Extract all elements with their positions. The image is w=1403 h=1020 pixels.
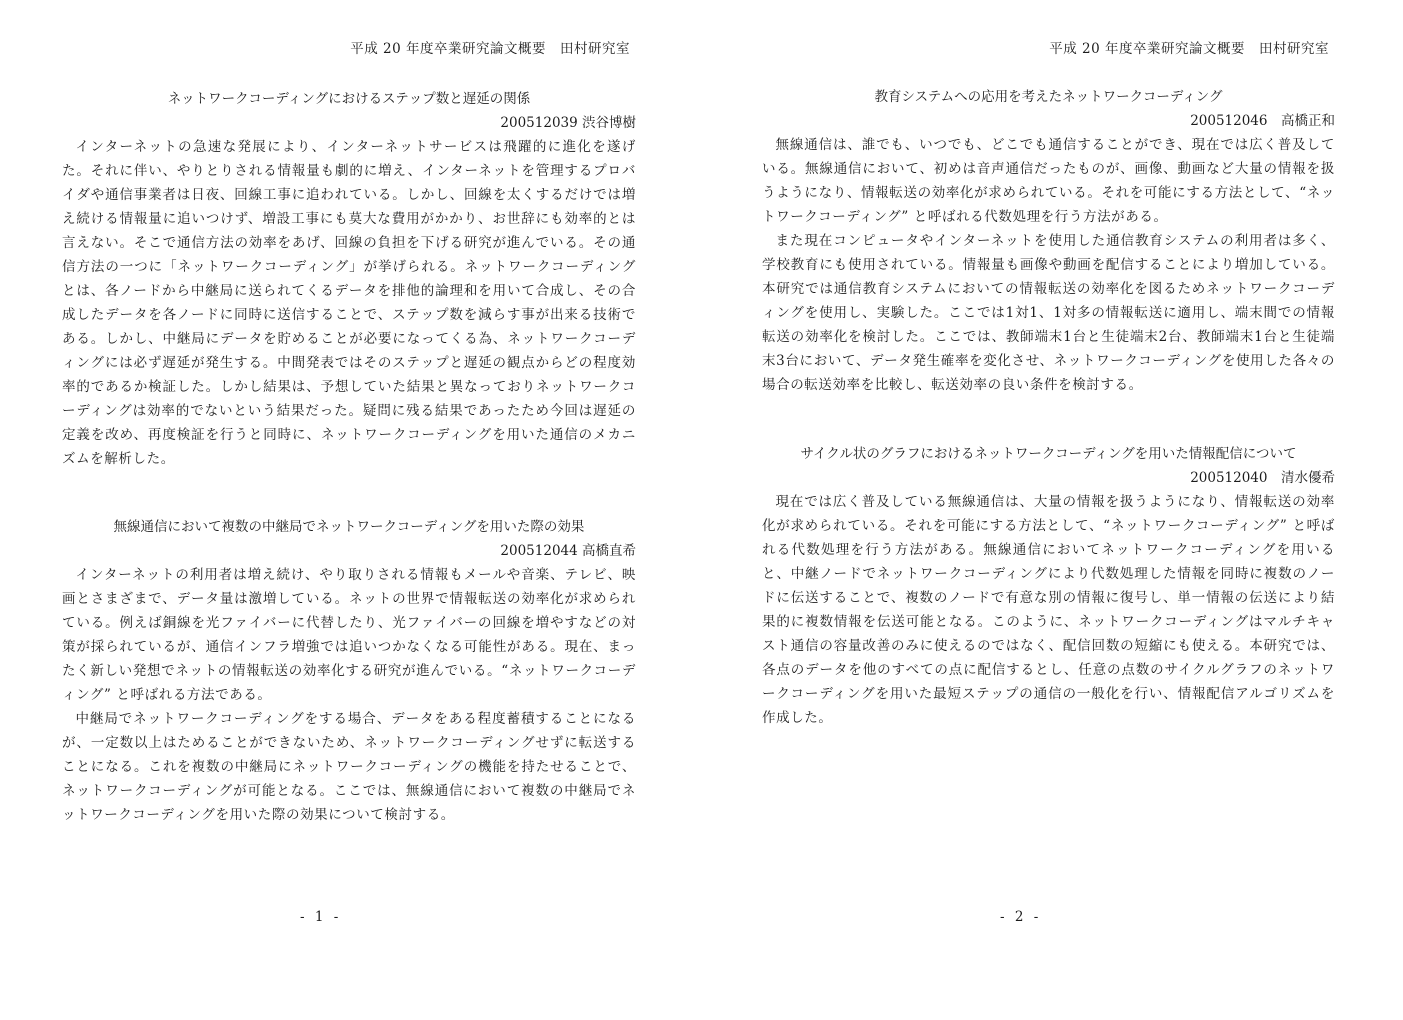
page-number: - 1 - [300, 909, 342, 925]
page-number: - 2 - [1000, 909, 1042, 925]
paragraph: 中継局でネットワークコーディングをする場合、データをある程度蓄積することになるが、一定数以上はためることができないため、ネットワークコーディングせずに転送することになる。これを複数の中継局にネットワークコーディングの機能を持たせることで、ネットワークコーディングが可能となる。ここでは、無線通信において複数の中継局でネットワークコーディングを用いた際の効果について検討する。 [62, 711, 636, 823]
author-line: 200512046 高橋正和 [1190, 113, 1335, 129]
paragraph: また現在コンピュータやインターネットを使用した通信教育システムの利用者は多く、学校教育にも使用されている。情報量も画像や動画を配信することにより増加している。本研究では通信教育システムにおいての情報転送の効率化を図るためネットワークコーディングを使用し、実験した。ここでは1対1、1対多の情報転送に適用し、端末間での情報転送の効率化を検討した。ここでは、教師端末1台と生徒端末2台、教師端末1台と生徒端末3台において、データ発生確率を変化させ、ネットワークコーディングを使用した各々の場合の転送効率を比較し、転送効率の良い条件を検討する。 [762, 233, 1335, 393]
abstract-section-4 [762, 442, 1335, 730]
section-title: サイクル状のグラフにおけるネットワークコーディングを用いた情報配信について [800, 446, 1297, 462]
section-title: 無線通信において複数の中継局でネットワークコーディングを用いた際の効果 [113, 519, 585, 535]
author-line: 200512040 清水優希 [1190, 470, 1335, 486]
paragraph: インターネットの利用者は増え続け、やり取りされる情報もメールや音楽、テレビ、映画とさまざまで、データ量は激増している。ネットの世界で情報転送の効率化が求められている。例えば銅線を光ファイバーに代替したり、光ファイバーの回線を増やすなどの対策が採られているが、通信インフラ増強では追いつかなくなる可能性がある。現在、まったく新しい発想でネットの情報転送の効率化する研究が進んでいる。“ネットワークコーディング” と呼ばれる方法である。 [62, 567, 636, 703]
running-header: 平成 20 年度卒業研究論文概要 田村研究室 [350, 41, 630, 57]
paragraph: インターネットの急速な発展により、インターネットサービスは飛躍的に進化を遂げた。それに伴い、やりとりされる情報量も劇的に増え、インターネットを管理するプロバイダや通信事業者は日夜、回線工事に追われている。しかし、回線を太くするだけでは増え続ける情報量に追いつけず、増設工事にも莫大な費用がかかり、お世辞にも効率的とは言えない。そこで通信方法の効率をあげ、回線の負担を下げる研究が進んでいる。その通信方法の一つに「ネットワークコーディング」が挙げられる。ネットワークコーディングとは、各ノードから中継局に送られてくるデータを排他的論理和を用いて合成し、その合成したデータを各ノードに同時に送信することで、ステップ数を減らす事が出来る技術である。しかし、中継局にデータを貯めることが必要になってくる為、ネットワークコーディングには必ず遅延が発生する。中間発表ではそのステップと遅延の観点からどの程度効率的であるか検証した。しかし結果は、予想していた結果と異なっておりネットワークコーディングは効率的でないという結果だった。疑問に残る結果であったため今回は遅延の定義を改め、再度検証を行うと同時に、ネットワークコーディングを用いた通信のメカニズムを解析した。 [62, 139, 636, 467]
abstract-section-1 [62, 87, 636, 471]
page-2 [700, 0, 1403, 1020]
abstract-body [762, 133, 1335, 397]
paragraph: 現在では広く普及している無線通信は、大量の情報を扱うようになり、情報転送の効率化が求められている。それを可能にする方法として、“ネットワークコーディング” と呼ばれる代数処理を行う方法がある。無線通信においてネットワークコーディングを用いると、中継ノードでネットワークコーディングにより代数処理した情報を同時に複数のノードに伝送することで、複数のノードで有意な別の情報に復号し、単一情報の伝送により結果的に複数情報を伝送可能となる。このように、ネットワークコーディングはマルチキャスト通信の容量改善のみに使えるのではなく、配信回数の短縮にも使える。本研究では、各点のデータを他のすべての点に配信するとし、任意の点数のサイクルグラフのネットワークコーディングを用いた最短ステップの通信の一般化を行い、情報配信アルゴリズムを作成した。 [762, 494, 1335, 726]
section-title: ネットワークコーディングにおけるステップ数と遅延の関係 [167, 91, 531, 107]
author-line: 200512044 高橋直希 [500, 543, 636, 559]
abstract-body [62, 563, 636, 827]
abstract-section-3 [762, 85, 1335, 397]
page-1 [0, 0, 700, 1020]
paragraph: 無線通信は、誰でも、いつでも、どこでも通信することができ、現在では広く普及している。無線通信において、初めは音声通信だったものが、画像、動画など大量の情報を扱うようになり、情報転送の効率化が求められている。それを可能にする方法として、“ネットワークコーディング” と呼ばれる代数処理を行う方法がある。 [762, 137, 1335, 225]
running-header: 平成 20 年度卒業研究論文概要 田村研究室 [1049, 41, 1329, 57]
abstract-body [62, 135, 636, 471]
author-line: 200512039 渋谷博樹 [500, 115, 636, 131]
abstract-body [762, 490, 1335, 730]
abstract-section-2 [62, 515, 636, 827]
section-title: 教育システムへの応用を考えたネットワークコーディング [874, 89, 1223, 105]
